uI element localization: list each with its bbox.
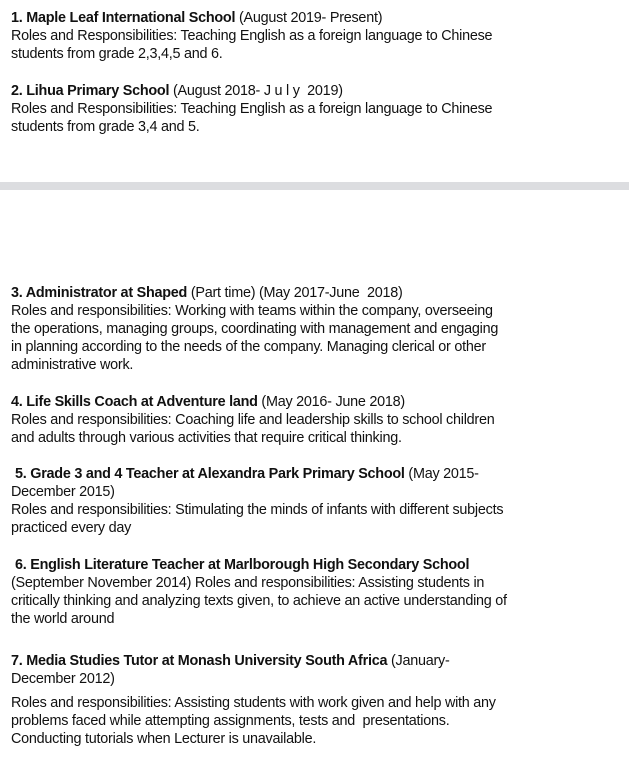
job-description-line: students from grade 3,4 and 5. xyxy=(11,119,200,135)
job-description-line: Conducting tutorials when Lecturer is unavailable. xyxy=(11,731,317,747)
job-description-line: (September November 2014) Roles and responsibilities: Assisting students in xyxy=(11,575,485,591)
job-entry-7 xyxy=(11,652,621,748)
job-description-line: administrative work. xyxy=(11,357,134,373)
job-title: 2. Lihua Primary School xyxy=(11,83,170,99)
job-title: 1. Maple Leaf International School xyxy=(11,10,236,26)
job-title: 5. Grade 3 and 4 Teacher at Alexandra Park Primary School xyxy=(15,466,405,482)
job-description-line: critically thinking and analyzing texts given, to achieve an active understanding of xyxy=(11,593,507,609)
job-entry-4 xyxy=(11,393,621,447)
job-title: 4. Life Skills Coach at Adventure land xyxy=(11,394,258,410)
job-title: 7. Media Studies Tutor at Monash University South Africa xyxy=(11,653,388,669)
job-description-line: Roles and Responsibilities: Teaching English as a foreign language to Chinese xyxy=(11,28,493,44)
job-description-line: December 2015) xyxy=(11,484,115,500)
job-heading xyxy=(11,82,621,100)
job-entry-5 xyxy=(11,465,621,537)
job-dates: (January- xyxy=(387,653,450,669)
job-heading xyxy=(11,556,621,574)
job-description-line: Roles and responsibilities: Coaching life and leadership skills to school children xyxy=(11,412,495,428)
job-entry-1 xyxy=(11,9,621,63)
job-description-line: Roles and responsibilities: Assisting students with work given and help with any xyxy=(11,695,496,711)
job-description-line: and adults through various activities that require critical thinking. xyxy=(11,430,402,446)
job-title: 6. English Literature Teacher at Marlborough High Secondary School xyxy=(15,557,470,573)
job-dates: (May 2015- xyxy=(404,466,479,482)
job-heading xyxy=(11,393,621,411)
job-dates: (August 2019- Present) xyxy=(235,10,383,26)
job-dates: (May 2016- June 2018) xyxy=(257,394,405,410)
job-dates: (August 2018- J u l y 2019) xyxy=(169,83,343,99)
job-entry-6 xyxy=(11,556,621,628)
job-description-line: the operations, managing groups, coordinating with management and engaging xyxy=(11,321,499,337)
job-dates: (Part time) (May 2017-June 2018) xyxy=(187,285,403,301)
job-description-line: in planning according to the needs of the company. Managing clerical or other xyxy=(11,339,486,355)
job-entry-2 xyxy=(11,82,621,136)
job-description-line: practiced every day xyxy=(11,520,132,536)
job-description-line: Roles and Responsibilities: Teaching English as a foreign language to Chinese xyxy=(11,101,493,117)
job-heading xyxy=(11,284,621,302)
job-description-line: December 2012) xyxy=(11,671,115,687)
job-description-line: the world around xyxy=(11,611,115,627)
job-description-line: Roles and responsibilities: Working with teams within the company, overseeing xyxy=(11,303,493,319)
job-heading xyxy=(11,652,621,670)
job-description-line: problems faced while attempting assignments, tests and presentations. xyxy=(11,713,450,729)
job-description-line: Roles and responsibilities: Stimulating the minds of infants with different subjects xyxy=(11,502,504,518)
job-description-line: students from grade 2,3,4,5 and 6. xyxy=(11,46,223,62)
job-heading xyxy=(11,9,621,27)
job-heading xyxy=(11,465,621,483)
page-separator xyxy=(0,182,629,190)
job-title: 3. Administrator at Shaped xyxy=(11,285,188,301)
job-entry-3 xyxy=(11,284,621,374)
